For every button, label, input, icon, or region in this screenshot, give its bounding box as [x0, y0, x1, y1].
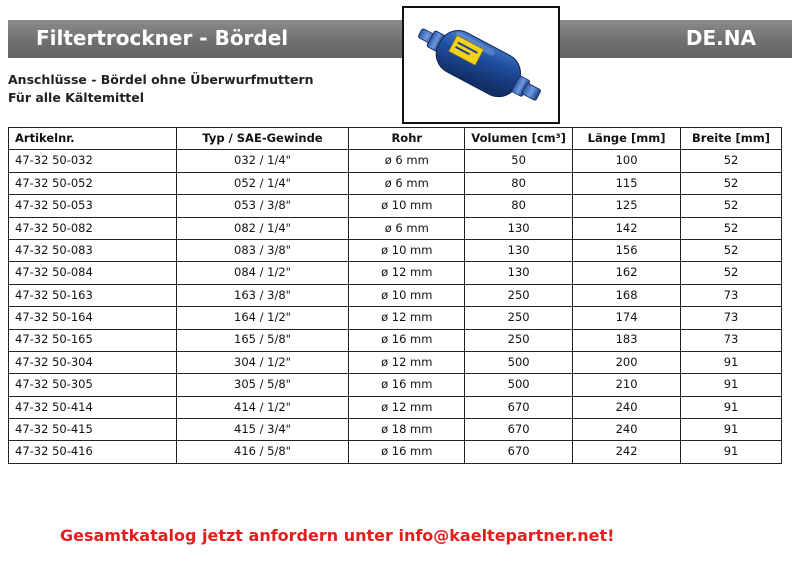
cell-volume: 130 — [465, 262, 573, 284]
refrigerant-note: Für alle Kältemittel — [8, 90, 145, 105]
cell-pipe: ø 10 mm — [349, 284, 465, 306]
cell-volume: 670 — [465, 396, 573, 418]
cell-pipe: ø 16 mm — [349, 329, 465, 351]
filter-drier-product-icon — [404, 8, 558, 122]
catalog-request-note: Gesamtkatalog jetzt anfordern unter info@kaeltepartner.net! — [60, 526, 615, 545]
cell-width: 52 — [681, 195, 782, 217]
cell-length: 240 — [573, 396, 681, 418]
cell-type: 164 / 1/2" — [176, 307, 349, 329]
header-length: Länge [mm] — [573, 128, 681, 150]
cell-article-number: 47-32 50-414 — [9, 396, 177, 418]
cell-length: 162 — [573, 262, 681, 284]
cell-pipe: ø 12 mm — [349, 262, 465, 284]
cell-width: 52 — [681, 150, 782, 172]
cell-article-number: 47-32 50-084 — [9, 262, 177, 284]
cell-pipe: ø 12 mm — [349, 307, 465, 329]
cell-length: 142 — [573, 217, 681, 239]
cell-type: 416 / 5/8" — [176, 441, 349, 463]
cell-length: 210 — [573, 374, 681, 396]
cell-length: 183 — [573, 329, 681, 351]
cell-length: 242 — [573, 441, 681, 463]
cell-article-number: 47-32 50-305 — [9, 374, 177, 396]
table-row — [9, 374, 782, 396]
cell-article-number: 47-32 50-032 — [9, 150, 177, 172]
cell-width: 52 — [681, 239, 782, 261]
cell-width: 73 — [681, 329, 782, 351]
cell-article-number: 47-32 50-416 — [9, 441, 177, 463]
cell-width: 91 — [681, 419, 782, 441]
cell-type: 415 / 3/4" — [176, 419, 349, 441]
cell-type: 414 / 1/2" — [176, 396, 349, 418]
cell-pipe: ø 10 mm — [349, 195, 465, 217]
table-row — [9, 419, 782, 441]
table-row — [9, 396, 782, 418]
cell-length: 125 — [573, 195, 681, 217]
cell-article-number: 47-32 50-163 — [9, 284, 177, 306]
cell-length: 200 — [573, 351, 681, 373]
table-row — [9, 195, 782, 217]
cell-width: 73 — [681, 307, 782, 329]
cell-article-number: 47-32 50-304 — [9, 351, 177, 373]
cell-type: 052 / 1/4" — [176, 172, 349, 194]
cell-article-number: 47-32 50-164 — [9, 307, 177, 329]
table-row — [9, 284, 782, 306]
table-row — [9, 351, 782, 373]
cell-type: 032 / 1/4" — [176, 150, 349, 172]
cell-pipe: ø 12 mm — [349, 351, 465, 373]
cell-volume: 130 — [465, 239, 573, 261]
header-article-number: Artikelnr. — [9, 128, 177, 150]
cell-length: 168 — [573, 284, 681, 306]
brand-name: DE.NA — [685, 26, 756, 50]
cell-volume: 250 — [465, 284, 573, 306]
cell-pipe: ø 12 mm — [349, 396, 465, 418]
cell-article-number: 47-32 50-165 — [9, 329, 177, 351]
cell-type: 083 / 3/8" — [176, 239, 349, 261]
cell-type: 165 / 5/8" — [176, 329, 349, 351]
cell-width: 52 — [681, 262, 782, 284]
header-type-sae-thread: Typ / SAE-Gewinde — [176, 128, 349, 150]
cell-type: 304 / 1/2" — [176, 351, 349, 373]
connection-note: Anschlüsse - Bördel ohne Überwurfmuttern — [8, 72, 314, 87]
cell-volume: 80 — [465, 172, 573, 194]
cell-pipe: ø 6 mm — [349, 172, 465, 194]
header-pipe: Rohr — [349, 128, 465, 150]
cell-width: 91 — [681, 374, 782, 396]
cell-length: 115 — [573, 172, 681, 194]
cell-length: 174 — [573, 307, 681, 329]
cell-type: 082 / 1/4" — [176, 217, 349, 239]
cell-length: 156 — [573, 239, 681, 261]
table-row — [9, 307, 782, 329]
page-title: Filtertrockner - Bördel — [36, 26, 289, 50]
cell-volume: 670 — [465, 419, 573, 441]
cell-type: 084 / 1/2" — [176, 262, 349, 284]
cell-pipe: ø 18 mm — [349, 419, 465, 441]
cell-width: 73 — [681, 284, 782, 306]
table-row — [9, 441, 782, 463]
cell-pipe: ø 10 mm — [349, 239, 465, 261]
header-bar — [8, 20, 792, 58]
table-row — [9, 262, 782, 284]
cell-pipe: ø 6 mm — [349, 150, 465, 172]
cell-volume: 80 — [465, 195, 573, 217]
cell-type: 305 / 5/8" — [176, 374, 349, 396]
cell-length: 240 — [573, 419, 681, 441]
cell-volume: 670 — [465, 441, 573, 463]
cell-width: 91 — [681, 441, 782, 463]
header-width: Breite [mm] — [681, 128, 782, 150]
header-volume: Volumen [cm³] — [465, 128, 573, 150]
table-row — [9, 239, 782, 261]
table-header-row — [9, 128, 782, 150]
cell-pipe: ø 16 mm — [349, 374, 465, 396]
cell-type: 053 / 3/8" — [176, 195, 349, 217]
cell-type: 163 / 3/8" — [176, 284, 349, 306]
product-image — [402, 6, 560, 124]
spec-table — [8, 127, 782, 464]
cell-volume: 500 — [465, 351, 573, 373]
table-row — [9, 217, 782, 239]
cell-width: 91 — [681, 351, 782, 373]
cell-width: 52 — [681, 217, 782, 239]
cell-volume: 130 — [465, 217, 573, 239]
cell-width: 91 — [681, 396, 782, 418]
cell-pipe: ø 6 mm — [349, 217, 465, 239]
table-row — [9, 150, 782, 172]
cell-width: 52 — [681, 172, 782, 194]
table-row — [9, 329, 782, 351]
cell-article-number: 47-32 50-083 — [9, 239, 177, 261]
cell-article-number: 47-32 50-415 — [9, 419, 177, 441]
cell-length: 100 — [573, 150, 681, 172]
cell-pipe: ø 16 mm — [349, 441, 465, 463]
cell-volume: 250 — [465, 329, 573, 351]
cell-volume: 250 — [465, 307, 573, 329]
cell-article-number: 47-32 50-082 — [9, 217, 177, 239]
cell-volume: 50 — [465, 150, 573, 172]
cell-article-number: 47-32 50-053 — [9, 195, 177, 217]
cell-volume: 500 — [465, 374, 573, 396]
cell-article-number: 47-32 50-052 — [9, 172, 177, 194]
table-row — [9, 172, 782, 194]
